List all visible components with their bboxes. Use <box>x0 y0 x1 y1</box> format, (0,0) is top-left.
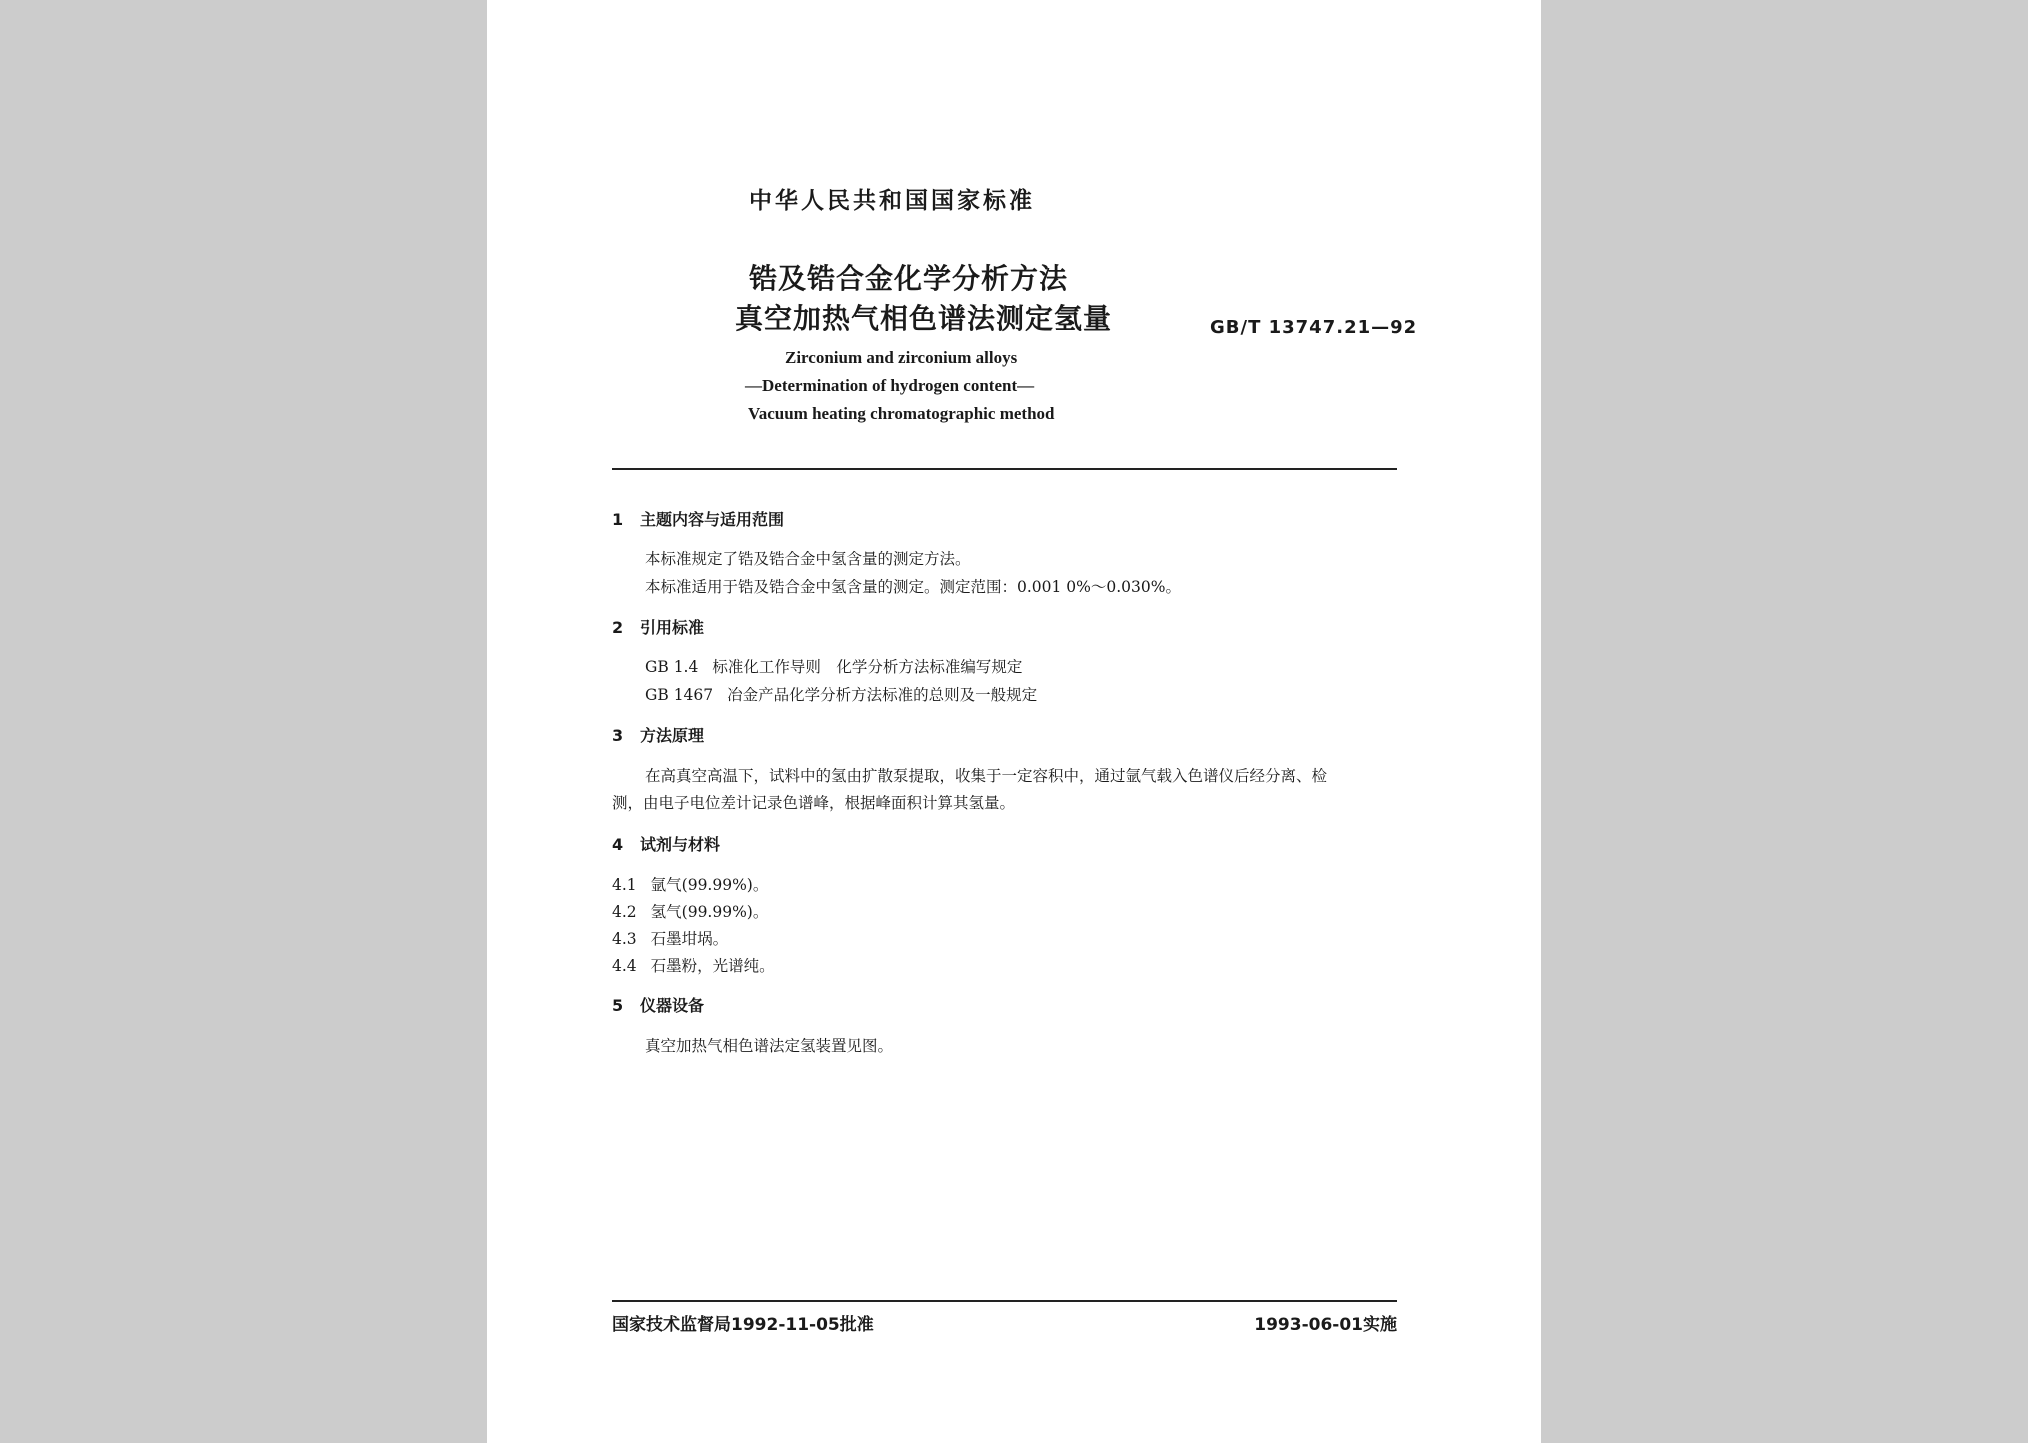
document-page <box>487 0 1541 1443</box>
national-standard-heading: 中华人民共和国国家标准 <box>749 188 1035 214</box>
section-number: 1 <box>612 510 624 529</box>
section-number: 2 <box>612 618 624 637</box>
section-3-paragraph-line-1: 在高真空高温下，试料中的氢由扩散泵提取，收集于一定容积中，通过氩气载入色谱仪后经分离、检 <box>645 767 1328 785</box>
section-2-heading <box>612 615 704 638</box>
section-1-paragraph-2: 本标准适用于锆及锆合金中氢含量的测定。测定范围：0.001 0%～0.030%。 <box>645 578 1181 596</box>
reference-code: GB 1.4 <box>645 658 699 676</box>
item-number: 4.1 <box>612 876 637 894</box>
section-number: 3 <box>612 726 624 745</box>
section-number: 4 <box>612 835 624 854</box>
title-line-2: 真空加热气相色谱法测定氢量 <box>735 302 1113 335</box>
title-line-1: 锆及锆合金化学分析方法 <box>749 262 1069 295</box>
reference-code: GB 1467 <box>645 686 714 704</box>
reference-row <box>645 655 1022 677</box>
standard-number: GB/T 13747.21—92 <box>1210 317 1418 338</box>
section-number: 5 <box>612 996 624 1015</box>
list-item <box>612 954 775 976</box>
item-number: 4.4 <box>612 957 637 975</box>
section-4-heading <box>612 832 720 855</box>
reference-title: 冶金产品化学分析方法标准的总则及一般规定 <box>727 686 1038 704</box>
item-text: 石墨粉，光谱纯。 <box>650 957 775 975</box>
section-3-heading <box>612 723 704 746</box>
english-title-line-2: —Determination of hydrogen content— <box>745 376 1035 395</box>
section-title: 方法原理 <box>640 726 705 745</box>
english-title-line-3: Vacuum heating chromatographic method <box>748 404 1055 423</box>
section-title: 引用标准 <box>640 618 705 637</box>
item-text: 氩气(99.99%)。 <box>650 876 769 894</box>
item-text: 石墨坩埚。 <box>650 930 729 948</box>
reference-row <box>645 683 1037 705</box>
english-title-line-1: Zirconium and zirconium alloys <box>785 348 1018 367</box>
footer-divider <box>612 1300 1397 1302</box>
reference-title: 标准化工作导则 化学分析方法标准编写规定 <box>712 658 1023 676</box>
section-3-paragraph-line-2: 测，由电子电位差计记录色谱峰，根据峰面积计算其氢量。 <box>612 794 1016 812</box>
list-item <box>612 873 768 895</box>
list-item <box>612 900 768 922</box>
item-text: 氢气(99.99%)。 <box>650 903 769 921</box>
item-number: 4.2 <box>612 903 637 921</box>
item-number: 4.3 <box>612 930 637 948</box>
list-item <box>612 927 728 949</box>
header-divider <box>612 468 1397 470</box>
section-1-paragraph-1: 本标准规定了锆及锆合金中氢含量的测定方法。 <box>645 550 971 568</box>
section-title: 主题内容与适用范围 <box>640 510 785 529</box>
section-1-heading <box>612 507 784 530</box>
section-5-paragraph: 真空加热气相色谱法定氢装置见图。 <box>645 1037 894 1055</box>
section-title: 仪器设备 <box>640 996 705 1015</box>
section-title: 试剂与材料 <box>640 835 721 854</box>
approval-note: 国家技术监督局1992-11-05批准 <box>612 1315 874 1335</box>
section-5-heading <box>612 993 704 1016</box>
implementation-date: 1993-06-01实施 <box>1254 1315 1397 1335</box>
